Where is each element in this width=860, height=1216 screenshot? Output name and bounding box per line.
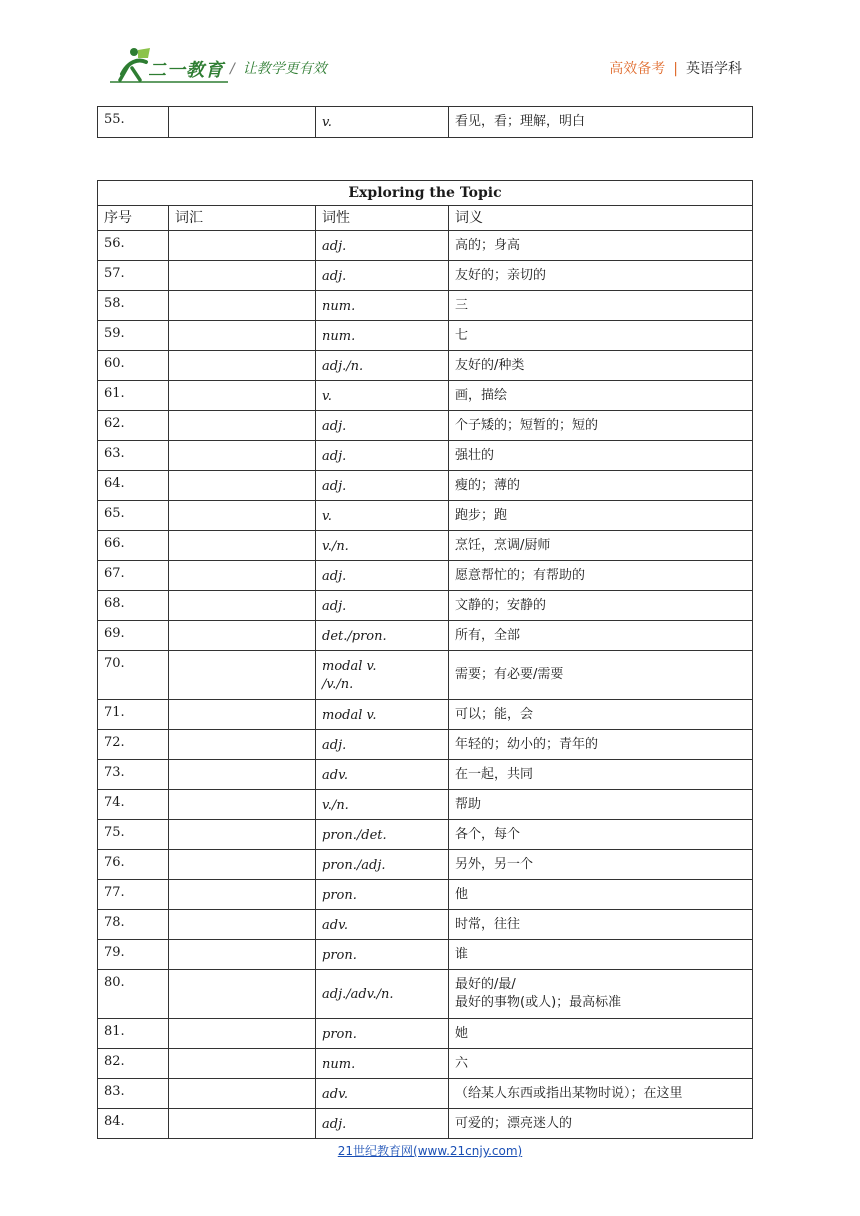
table-row: [98, 561, 753, 591]
row-word-blank[interactable]: [169, 501, 316, 531]
row-word-blank[interactable]: [169, 651, 316, 700]
row-number: 70.: [98, 651, 169, 700]
row-part-of-speech: pron.: [316, 940, 449, 970]
row-number: 80.: [98, 970, 169, 1019]
table-header-row: [98, 206, 753, 231]
table-row: [98, 381, 753, 411]
row-number: 84.: [98, 1109, 169, 1139]
row-meaning: 他: [449, 880, 753, 910]
table-row: [98, 1019, 753, 1049]
row-word-blank[interactable]: [169, 471, 316, 501]
row-part-of-speech: modal v. /v./n.: [316, 651, 449, 700]
footer-link[interactable]: 21世纪教育网(www.21cnjy.com): [337, 1144, 523, 1158]
row-number: 56.: [98, 231, 169, 261]
row-number: 77.: [98, 880, 169, 910]
table-row: [98, 940, 753, 970]
row-word-blank[interactable]: [169, 591, 316, 621]
table-row: [98, 760, 753, 790]
slogan-text: 让教学更有效: [242, 61, 327, 77]
row-number: 82.: [98, 1049, 169, 1079]
main-table-body: [98, 181, 753, 1139]
exploring-topic-table: [97, 180, 753, 1139]
table-row: [98, 501, 753, 531]
row-part-of-speech: num.: [316, 1049, 449, 1079]
row-word-blank[interactable]: [169, 700, 316, 730]
row-meaning: 强壮的: [449, 441, 753, 471]
row-word-blank[interactable]: [169, 1049, 316, 1079]
row-meaning: 看见，看；理解，明白: [449, 107, 753, 138]
row-number: 57.: [98, 261, 169, 291]
row-meaning: 烹饪，烹调/厨师: [449, 531, 753, 561]
row-part-of-speech: adj.: [316, 730, 449, 760]
row-number: 61.: [98, 381, 169, 411]
row-number: 68.: [98, 591, 169, 621]
row-part-of-speech: adj./adv./n.: [316, 970, 449, 1019]
top-vocab-table: [97, 106, 753, 138]
row-part-of-speech: adj./n.: [316, 351, 449, 381]
table-row: [98, 910, 753, 940]
header-meaning: 词义: [449, 206, 753, 231]
table-row: [98, 820, 753, 850]
row-word-blank[interactable]: [169, 231, 316, 261]
row-number: 55.: [98, 107, 169, 138]
row-part-of-speech: det./pron.: [316, 621, 449, 651]
row-part-of-speech: adj.: [316, 1109, 449, 1139]
row-number: 62.: [98, 411, 169, 441]
table-row: [98, 351, 753, 381]
row-part-of-speech: adj.: [316, 441, 449, 471]
row-word-blank[interactable]: [169, 381, 316, 411]
row-meaning: 时常，往往: [449, 910, 753, 940]
table-row: [98, 970, 753, 1019]
table-caption-row: [98, 181, 753, 206]
row-word-blank[interactable]: [169, 351, 316, 381]
page-footer: [0, 1142, 860, 1159]
row-number: 78.: [98, 910, 169, 940]
row-meaning: 友好的/种类: [449, 351, 753, 381]
logo-text: 二一教育: [148, 60, 224, 81]
row-meaning: 年轻的；幼小的；青年的: [449, 730, 753, 760]
table-row: [98, 621, 753, 651]
row-part-of-speech: num.: [316, 291, 449, 321]
row-meaning: 跑步；跑: [449, 501, 753, 531]
row-number: 66.: [98, 531, 169, 561]
table-row: [98, 107, 753, 138]
row-word-blank[interactable]: [169, 970, 316, 1019]
row-number: 79.: [98, 940, 169, 970]
table-row: [98, 790, 753, 820]
row-part-of-speech: pron./det.: [316, 820, 449, 850]
row-word-blank[interactable]: [169, 261, 316, 291]
row-number: 76.: [98, 850, 169, 880]
header-divider: |: [673, 61, 678, 77]
row-meaning: 谁: [449, 940, 753, 970]
row-number: 71.: [98, 700, 169, 730]
row-word-blank[interactable]: [169, 730, 316, 760]
row-part-of-speech: adj.: [316, 231, 449, 261]
row-number: 83.: [98, 1079, 169, 1109]
table-row: [98, 321, 753, 351]
row-meaning: 所有，全部: [449, 621, 753, 651]
row-word-blank[interactable]: [169, 880, 316, 910]
row-number: 63.: [98, 441, 169, 471]
row-word-blank[interactable]: [169, 940, 316, 970]
row-part-of-speech: pron.: [316, 1019, 449, 1049]
table-row: [98, 261, 753, 291]
row-number: 75.: [98, 820, 169, 850]
row-part-of-speech: modal v.: [316, 700, 449, 730]
table-row: [98, 531, 753, 561]
row-meaning: （给某人东西或指出某物时说）；在这里: [449, 1079, 753, 1109]
row-word-blank[interactable]: [169, 850, 316, 880]
row-word-blank[interactable]: [169, 1109, 316, 1139]
row-number: 60.: [98, 351, 169, 381]
row-part-of-speech: adj.: [316, 561, 449, 591]
row-part-of-speech: num.: [316, 321, 449, 351]
table-row: [98, 471, 753, 501]
row-word-blank[interactable]: [169, 790, 316, 820]
row-meaning: 高的；身高: [449, 231, 753, 261]
table-row: [98, 850, 753, 880]
row-meaning: 友好的；亲切的: [449, 261, 753, 291]
row-word-blank[interactable]: [169, 760, 316, 790]
row-word-blank[interactable]: [169, 411, 316, 441]
top-table-body: [98, 107, 753, 138]
header-num: 序号: [98, 206, 169, 231]
page-header: [0, 0, 860, 100]
row-number: 67.: [98, 561, 169, 591]
header-pos: 词性: [316, 206, 449, 231]
row-word-blank[interactable]: [169, 1019, 316, 1049]
row-number: 72.: [98, 730, 169, 760]
row-word-blank[interactable]: [169, 107, 316, 138]
row-meaning: 六: [449, 1049, 753, 1079]
row-word-blank[interactable]: [169, 441, 316, 471]
row-meaning: 在一起，共同: [449, 760, 753, 790]
row-meaning: 文静的；安静的: [449, 591, 753, 621]
row-number: 65.: [98, 501, 169, 531]
table-row: [98, 1079, 753, 1109]
row-meaning: 可爱的；漂亮迷人的: [449, 1109, 753, 1139]
table-row: [98, 880, 753, 910]
row-number: 73.: [98, 760, 169, 790]
subject-label: 英语学科: [686, 61, 742, 77]
row-part-of-speech: v.: [316, 381, 449, 411]
row-word-blank[interactable]: [169, 561, 316, 591]
header-right: [609, 58, 742, 78]
row-part-of-speech: adj.: [316, 591, 449, 621]
row-number: 64.: [98, 471, 169, 501]
row-word-blank[interactable]: [169, 820, 316, 850]
table-row: [98, 730, 753, 760]
table-row: [98, 231, 753, 261]
row-number: 59.: [98, 321, 169, 351]
row-number: 69.: [98, 621, 169, 651]
table-row: [98, 1109, 753, 1139]
row-part-of-speech: pron.: [316, 880, 449, 910]
row-part-of-speech: adv.: [316, 910, 449, 940]
table-row: [98, 411, 753, 441]
row-part-of-speech: pron./adj.: [316, 850, 449, 880]
exam-label: 高效备考: [609, 61, 666, 77]
table-row: [98, 441, 753, 471]
header-word: 词汇: [169, 206, 316, 231]
row-part-of-speech: adv.: [316, 760, 449, 790]
row-part-of-speech: v.: [316, 107, 449, 138]
row-part-of-speech: adv.: [316, 1079, 449, 1109]
table-row: [98, 291, 753, 321]
row-meaning: 七: [449, 321, 753, 351]
row-number: 81.: [98, 1019, 169, 1049]
row-meaning: 可以；能，会: [449, 700, 753, 730]
slogan: [230, 58, 327, 78]
row-meaning: 另外，另一个: [449, 850, 753, 880]
row-meaning: 个子矮的；短暂的；短的: [449, 411, 753, 441]
row-part-of-speech: v./n.: [316, 531, 449, 561]
row-meaning: 各个，每个: [449, 820, 753, 850]
row-number: 74.: [98, 790, 169, 820]
table-row: [98, 700, 753, 730]
row-part-of-speech: adj.: [316, 261, 449, 291]
table-row: [98, 591, 753, 621]
row-meaning: 需要；有必要/需要: [449, 651, 753, 700]
slash-divider: /: [230, 61, 235, 77]
row-meaning: 瘦的；薄的: [449, 471, 753, 501]
row-part-of-speech: adj.: [316, 411, 449, 441]
row-word-blank[interactable]: [169, 291, 316, 321]
row-meaning: 最好的/最/ 最好的事物(或人)；最高标准: [449, 970, 753, 1019]
row-word-blank[interactable]: [169, 621, 316, 651]
row-part-of-speech: v./n.: [316, 790, 449, 820]
row-word-blank[interactable]: [169, 910, 316, 940]
row-meaning: 她: [449, 1019, 753, 1049]
row-part-of-speech: adj.: [316, 471, 449, 501]
row-word-blank[interactable]: [169, 321, 316, 351]
row-number: 58.: [98, 291, 169, 321]
row-word-blank[interactable]: [169, 531, 316, 561]
row-meaning: 愿意帮忙的；有帮助的: [449, 561, 753, 591]
row-part-of-speech: v.: [316, 501, 449, 531]
row-meaning: 帮助: [449, 790, 753, 820]
table-row: [98, 1049, 753, 1079]
row-meaning: 画，描绘: [449, 381, 753, 411]
table-caption: Exploring the Topic: [98, 181, 753, 206]
table-row: [98, 651, 753, 700]
row-meaning: 三: [449, 291, 753, 321]
row-word-blank[interactable]: [169, 1079, 316, 1109]
